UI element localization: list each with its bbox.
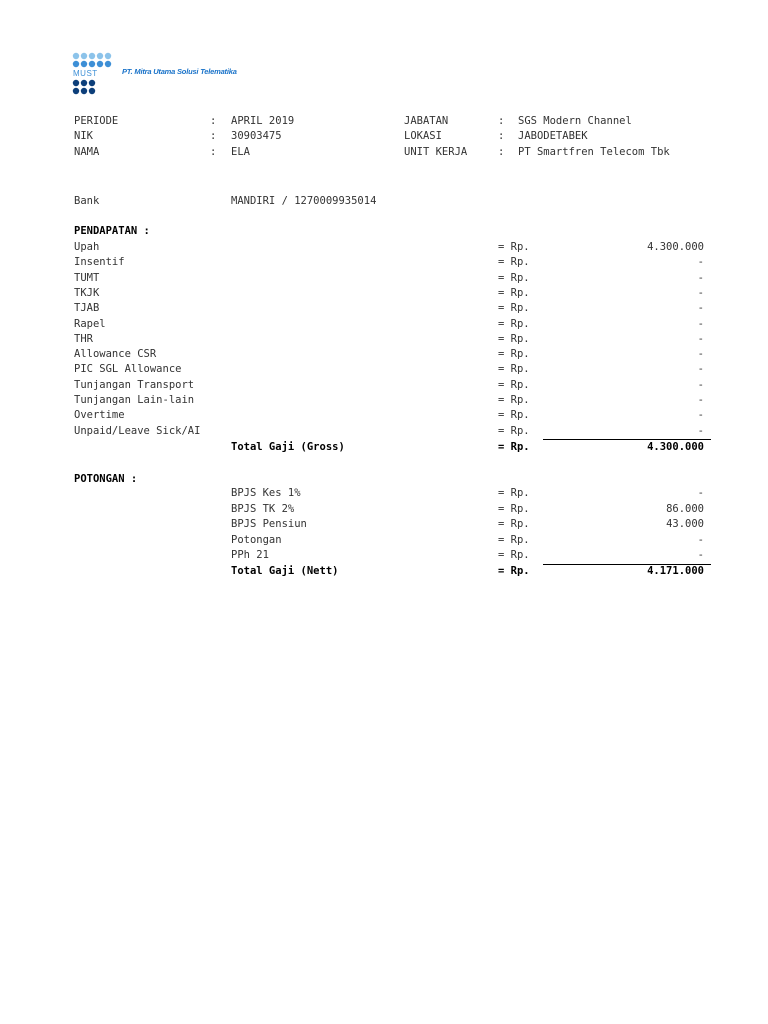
sep: :	[498, 146, 505, 158]
row-value: 4.300.000	[647, 241, 704, 253]
value-nama: ELA	[231, 146, 250, 158]
row-label: Unpaid/Leave Sick/AI	[74, 424, 201, 437]
row-currency: = Rp.	[498, 256, 530, 269]
total-gross-currency: = Rp.	[498, 441, 530, 453]
row-currency: = Rp.	[498, 533, 530, 546]
row-label: Rapel	[74, 317, 106, 330]
label-periode: PERIODE	[74, 115, 119, 127]
total-nett-label: Total Gaji (Nett)	[231, 565, 339, 577]
value-lokasi: JABODETABEK	[518, 130, 588, 142]
row-value: -	[697, 363, 704, 376]
company-logo	[72, 52, 312, 98]
row-currency: = Rp.	[498, 241, 530, 253]
row-label: Tunjangan Transport	[74, 378, 195, 391]
total-gross-label: Total Gaji (Gross)	[231, 441, 345, 453]
total-nett-currency: = Rp.	[498, 565, 530, 577]
total-nett-value: 4.171.000	[647, 565, 704, 577]
row-currency: = Rp.	[498, 549, 530, 561]
row-value: -	[697, 533, 704, 546]
row-label: Potongan	[231, 533, 282, 546]
row-currency: = Rp.	[498, 409, 530, 422]
total-gross-value: 4.300.000	[647, 441, 704, 453]
label-jabatan: JABATAN	[404, 115, 449, 127]
value-nik: 30903475	[231, 130, 282, 142]
section-title-potongan: POTONGAN :	[74, 473, 138, 485]
row-label: PIC SGL Allowance	[74, 363, 182, 376]
section-title-pendapatan: PENDAPATAN :	[74, 225, 150, 237]
row-value: -	[697, 286, 704, 299]
sep: :	[498, 115, 505, 127]
logo-text: MUST	[73, 69, 98, 78]
row-label: BPJS Pensiun	[231, 518, 307, 530]
row-label: THR	[74, 332, 93, 345]
row-value: -	[697, 409, 704, 422]
value-bank: MANDIRI / 1270009935014	[231, 195, 377, 207]
row-currency: = Rp.	[498, 424, 530, 437]
row-value: -	[697, 549, 704, 561]
row-value: -	[697, 256, 704, 269]
row-label: PPh 21	[231, 549, 269, 561]
row-currency: = Rp.	[498, 518, 530, 530]
row-currency: = Rp.	[498, 332, 530, 345]
sep: :	[210, 115, 217, 127]
row-value: -	[697, 378, 704, 391]
value-jabatan: SGS Modern Channel	[518, 115, 632, 127]
label-nik: NIK	[74, 130, 93, 142]
row-label: Overtime	[74, 409, 125, 422]
row-label: BPJS TK 2%	[231, 502, 295, 515]
row-currency: = Rp.	[498, 348, 530, 361]
row-value: -	[697, 332, 704, 345]
row-label: TJAB	[74, 302, 100, 315]
row-label: Allowance CSR	[74, 348, 157, 361]
logo-dots-icon	[72, 52, 112, 96]
label-unit-kerja: UNIT KERJA	[404, 146, 468, 158]
sep: :	[498, 130, 505, 142]
row-currency: = Rp.	[498, 394, 530, 406]
label-lokasi: LOKASI	[404, 130, 442, 142]
row-currency: = Rp.	[498, 317, 530, 330]
row-label: Tunjangan Lain-lain	[74, 394, 195, 406]
row-value: -	[697, 394, 704, 406]
sep: :	[210, 130, 217, 142]
row-currency: = Rp.	[498, 502, 530, 515]
row-currency: = Rp.	[498, 271, 530, 284]
row-value: 43.000	[666, 518, 704, 530]
company-name: PT. Mitra Utama Solusi Telematika	[122, 67, 237, 76]
row-currency: = Rp.	[498, 302, 530, 315]
row-currency: = Rp.	[498, 487, 530, 499]
row-value: -	[697, 302, 704, 315]
row-value: 86.000	[666, 502, 704, 515]
row-currency: = Rp.	[498, 363, 530, 376]
row-value: -	[697, 487, 704, 499]
row-label: Insentif	[74, 256, 125, 269]
label-nama: NAMA	[74, 146, 100, 158]
value-periode: APRIL 2019	[231, 115, 295, 127]
sep: :	[210, 146, 217, 158]
row-label: BPJS Kes 1%	[231, 487, 301, 499]
row-label: Upah	[74, 241, 100, 253]
row-label: TUMT	[74, 271, 100, 284]
row-label: TKJK	[74, 286, 100, 299]
row-currency: = Rp.	[498, 378, 530, 391]
row-value: -	[697, 348, 704, 361]
label-bank: Bank	[74, 195, 100, 207]
row-value: -	[697, 271, 704, 284]
row-value: -	[697, 424, 704, 437]
row-currency: = Rp.	[498, 286, 530, 299]
row-value: -	[697, 317, 704, 330]
value-unit-kerja: PT Smartfren Telecom Tbk	[518, 146, 670, 158]
